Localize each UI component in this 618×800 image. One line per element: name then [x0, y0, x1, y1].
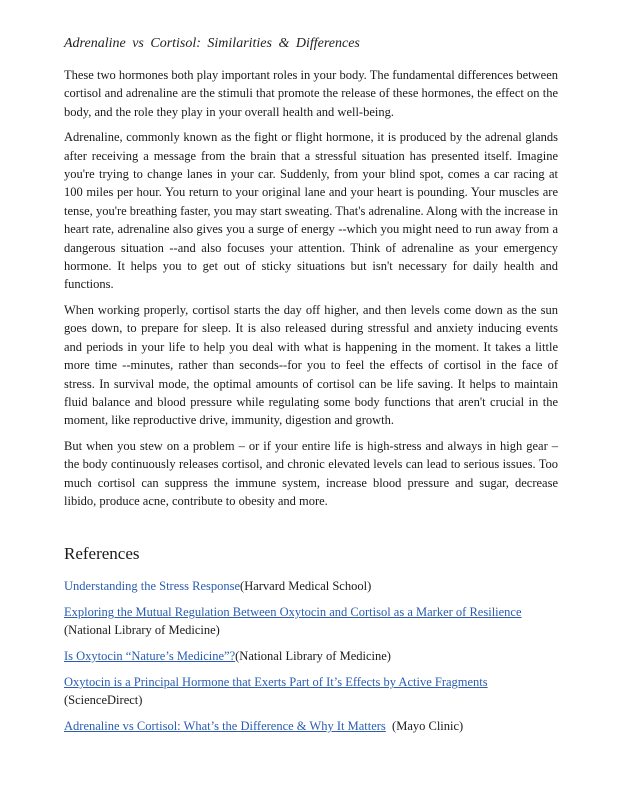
reference-source: (Mayo Clinic) — [392, 719, 464, 734]
reference-link-oxytocin-fragments[interactable]: Oxytocin is a Principal Hormone that Exerts Part of It’s Effects by Active Fragments — [64, 675, 488, 690]
document-page — [64, 36, 558, 743]
paragraph-intro: These two hormones both play important roles in your body. The fundamental differences between cortisol and adrenaline are the stimuli that promote the release of these hormones, the effect on the body, and the role they play in your overall health and well-being. — [64, 68, 558, 119]
reference-item — [64, 603, 558, 639]
reference-item — [64, 717, 558, 735]
reference-link-stress-response[interactable]: Understanding the Stress Response — [64, 579, 241, 594]
reference-link-oxytocin-cortisol[interactable]: Exploring the Mutual Regulation Between Oxytocin and Cortisol as a Marker of Resilience — [64, 605, 522, 620]
references-heading: References — [64, 544, 140, 564]
page-title: Adrenaline vs Cortisol: Similarities & Differences — [64, 36, 360, 51]
reference-source: (National Library of Medicine) — [64, 623, 220, 638]
reference-source: (National Library of Medicine) — [235, 649, 391, 664]
paragraph-chronic-stress: But when you stew on a problem – or if your entire life is high-stress and always in high gear – the body continuously releases cortisol, and chronic elevated levels can lead to serious issues. Too much cortisol can suppress the immune system, increase blood pressure and sugar, decrease libido, produce acne, contribute to obesity and more. — [64, 438, 558, 508]
reference-item — [64, 577, 558, 595]
reference-link-oxytocin-medicine[interactable]: Is Oxytocin “Nature’s Medicine”? — [64, 649, 236, 664]
reference-item — [64, 647, 558, 665]
paragraph-cortisol: When working properly, cortisol starts the day off higher, and then levels come down as the sun goes down, to prepare for sleep. It is also released during stressful and anxiety inducing events and periods in your life to help you deal with what is happening in the moment. It takes a little more time --minutes, rather than seconds--for you to feel the effects of cortisol in the face of stress. In survival mode, the optimal amounts of cortisol can be life saving. It helps to maintain fluid balance and blood pressure while regulating some body functions that aren't crucial in the moment, like reproductive drive, immunity, digestion and growth. — [64, 302, 558, 428]
reference-item — [64, 673, 558, 709]
reference-source: (Harvard Medical School) — [240, 579, 372, 594]
paragraph-adrenaline: Adrenaline, commonly known as the fight or flight hormone, it is produced by the adrenal glands after receiving a message from the brain that a stressful situation has presented itself. Imagine you're trying to change lanes in your car. Suddenly, from your blind spot, comes a car racing at 100 miles per hour. You return to your original lane and your heart is pounding. Your muscles are tense, you're breathing faster, you may start sweating. That's adrenaline. Along with the increase in heart rate, adrenaline also gives you a surge of energy --which you might need to run away from a dangerous situation --and also focuses your attention. Think of adrenaline as your emergency hormone. It helps you to get out of sticky situations but isn't necessary for daily health and functions. — [64, 130, 558, 292]
reference-source: (ScienceDirect) — [64, 693, 143, 708]
reference-link-adrenaline-cortisol[interactable]: Adrenaline vs Cortisol: What’s the Difference & Why It Matters — [64, 719, 386, 734]
